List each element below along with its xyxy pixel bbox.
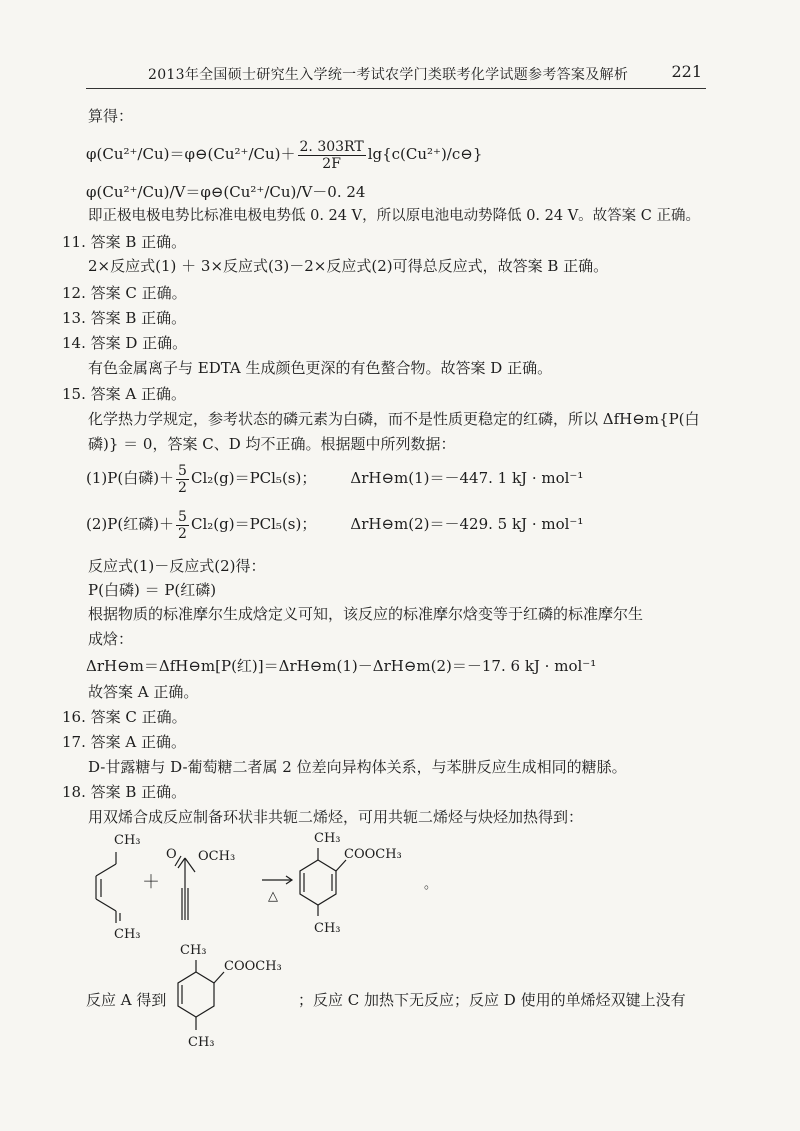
equation-nernst	[86, 134, 482, 174]
eq1-frac-den: 2F	[322, 155, 341, 172]
calc-label: 算得：	[88, 107, 134, 125]
reaction-1	[86, 458, 583, 498]
q15-explanation-line2: 磷)} ＝ 0，答案 C、D 均不正确。根据题中所列数据：	[88, 435, 456, 453]
page-number: 221	[671, 62, 702, 81]
product-ch3-top: CH₃	[314, 831, 341, 846]
product-cooch3: COOCH₃	[344, 847, 402, 862]
running-title: 2013年全国硕士研究生入学统一考试农学门类联考化学试题参考答案及解析	[148, 67, 629, 83]
definition-line2: 成焓：	[88, 630, 134, 648]
q15-answer: 15. 答案 A 正确。	[62, 385, 186, 403]
q11-explanation: 2×反应式(1) ＋ 3×反应式(3)－2×反应式(2)可得总反应式，故答案 B 正确。	[88, 257, 609, 275]
last-line-left: 反应 A 得到	[86, 991, 167, 1009]
scheme-period: 。	[424, 877, 438, 892]
ester-carbonyl-o: O	[166, 847, 177, 862]
r2-frac-num: 5	[178, 508, 187, 525]
methyl-propiolate-structure	[175, 856, 195, 920]
cyclohexene-ch3-bottom: CH₃	[188, 1035, 215, 1050]
q14-answer: 14. 答案 D 正确。	[62, 334, 188, 352]
cyclohexene-ch3-top: CH₃	[180, 943, 207, 958]
q17-explanation: D-甘露糖与 D-葡萄糖二者属 2 位差向异构体关系，与苯肼反应生成相同的糖脎。	[88, 758, 627, 776]
cyclohexene-cooch3: COOCH₃	[224, 959, 282, 974]
cyclohexadiene-product-structure	[300, 848, 346, 916]
r1-mid: Cl₂(g)＝PCl₅(s)；	[190, 469, 317, 487]
plus-sign: ＋	[142, 872, 160, 893]
cyclohexene-product-structure	[160, 940, 310, 1060]
definition-line1: 根据物质的标准摩尔生成焓定义可知，该反应的标准摩尔焓变等于红磷的标准摩尔生	[88, 605, 644, 623]
eq1-left: φ(Cu²⁺/Cu)＝φ⊖(Cu²⁺/Cu)＋	[86, 145, 296, 163]
q12-answer: 12. 答案 C 正确。	[62, 284, 187, 302]
q15-conclusion: 故答案 A 正确。	[88, 683, 199, 701]
q10-conclusion: 即正极电极电势比标准电极电势低 0. 24 V，所以原电池电动势降低 0. 24 V。故答案 C 正确。	[88, 208, 700, 224]
reaction-arrow	[262, 876, 292, 884]
r2-enthalpy: ΔrH⊖m(2)＝－429. 5 kJ · mol⁻¹	[350, 515, 584, 533]
last-line-right: ；反应 C 加热下无反应；反应 D 使用的单烯烃双键上没有	[298, 991, 686, 1009]
r1-frac-num: 5	[178, 462, 187, 479]
heat-symbol: △	[268, 889, 278, 904]
q13-answer: 13. 答案 B 正确。	[62, 309, 187, 327]
r2-lhs: (2)P(红磷)＋	[86, 515, 175, 533]
eq1-fraction	[298, 139, 366, 172]
diene-ch3-bottom: CH₃	[114, 927, 141, 942]
q14-explanation: 有色金属离子与 EDTA 生成颜色更深的有色螯合物。故答案 D 正确。	[88, 359, 553, 377]
diels-alder-scheme	[0, 820, 800, 950]
r1-lhs: (1)P(白磷)＋	[86, 469, 175, 487]
q16-answer: 16. 答案 C 正确。	[62, 708, 187, 726]
r2-mid: Cl₂(g)＝PCl₅(s)；	[190, 515, 317, 533]
q18-answer: 18. 答案 B 正确。	[62, 783, 187, 801]
q18-explanation: 用双烯合成反应制备环状非共轭二烯烃，可用共轭二烯烃与炔烃加热得到：	[88, 808, 584, 826]
page-header	[86, 58, 706, 89]
r1-enthalpy: ΔrH⊖m(1)＝－447. 1 kJ · mol⁻¹	[350, 469, 584, 487]
ester-och3: OCH₃	[198, 849, 236, 864]
r2-fraction	[176, 509, 189, 542]
equation-numeric: φ(Cu²⁺/Cu)/V＝φ⊖(Cu²⁺/Cu)/V－0. 24	[86, 183, 366, 201]
difference-label: 反应式(1)－反应式(2)得：	[88, 557, 266, 575]
r1-frac-den: 2	[178, 479, 187, 496]
difference-equation: P(白磷) ＝ P(红磷)	[88, 581, 217, 599]
enthalpy-result: ΔrH⊖m＝ΔfH⊖m[P(红)]＝ΔrH⊖m(1)－ΔrH⊖m(2)＝－17. 6 kJ · mol⁻¹	[86, 657, 597, 675]
r1-fraction	[176, 463, 189, 496]
r2-frac-den: 2	[178, 525, 187, 542]
eq1-frac-num: 2. 303RT	[299, 138, 364, 155]
diene-ch3-top: CH₃	[114, 833, 141, 848]
q17-answer: 17. 答案 A 正确。	[62, 733, 186, 751]
hexadiene-structure	[96, 852, 120, 923]
reaction-2	[86, 504, 583, 544]
product-ch3-bottom: CH₃	[314, 921, 341, 936]
q11-answer: 11. 答案 B 正确。	[62, 233, 187, 251]
eq1-right: lg{c(Cu²⁺)/c⊖}	[367, 145, 483, 163]
q15-explanation-line1: 化学热力学规定，参考状态的磷元素为白磷，而不是性质更稳定的红磷，所以 ΔfH⊖m{P(白	[88, 410, 700, 428]
